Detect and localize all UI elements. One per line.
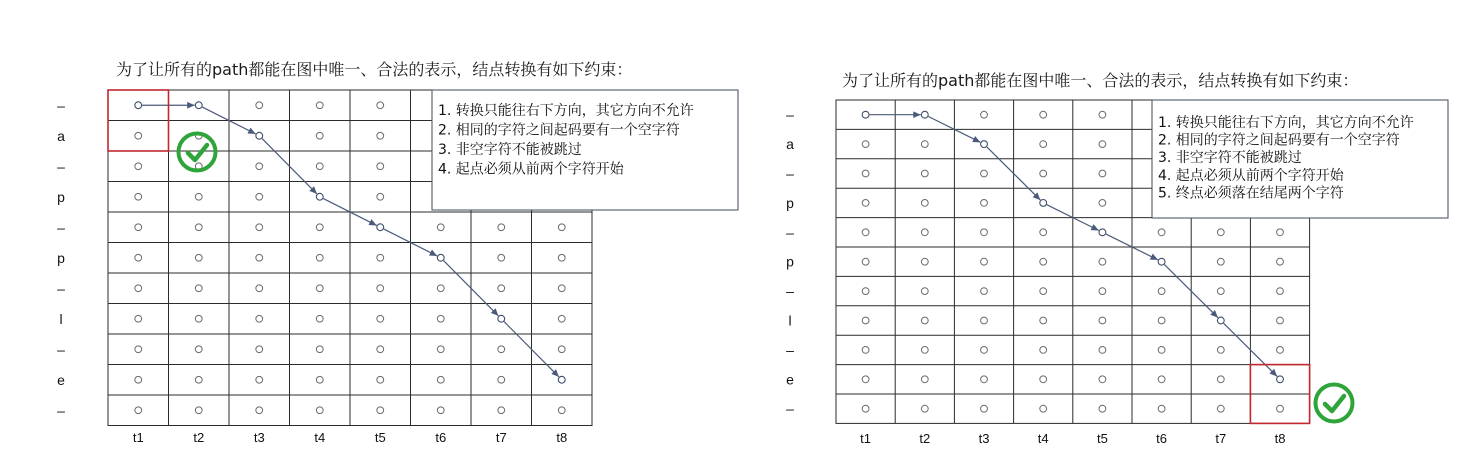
grid-node — [981, 200, 988, 207]
grid-node — [256, 285, 263, 292]
row-label: p — [57, 249, 65, 266]
row-label: – — [786, 341, 794, 358]
grid-node — [921, 141, 928, 148]
grid-node — [1158, 317, 1165, 324]
col-label: t7 — [1215, 431, 1227, 446]
path-node — [1158, 258, 1165, 265]
constraint-rule: 5. 终点必须落在结尾两个字符 — [1158, 185, 1344, 202]
grid-node — [1217, 376, 1224, 383]
grid-node — [1217, 405, 1224, 412]
check-mark — [188, 145, 207, 160]
constraint-rule: 2. 相同的字符之间起码要有一个空字符 — [438, 122, 680, 139]
row-label: e — [57, 371, 65, 388]
grid-node — [135, 285, 142, 292]
grid-node — [498, 376, 505, 383]
grid-node — [316, 285, 323, 292]
grid-node — [316, 376, 323, 383]
grid-node — [1217, 229, 1224, 236]
grid-node — [1040, 258, 1047, 265]
grid-node — [135, 346, 142, 353]
path-node — [377, 224, 384, 231]
col-label: t6 — [1156, 431, 1168, 446]
row-label: – — [786, 165, 794, 182]
grid-node — [498, 346, 505, 353]
row-label: a — [786, 136, 794, 153]
row-label: – — [57, 158, 65, 175]
row-label: – — [786, 283, 794, 300]
grid-node — [862, 200, 869, 207]
diagram-1 — [57, 60, 738, 445]
path-node — [256, 132, 263, 139]
path-node — [498, 315, 505, 322]
grid-node — [921, 200, 928, 207]
grid-node — [195, 315, 202, 322]
grid-node — [377, 163, 384, 170]
grid-node — [1040, 170, 1047, 177]
grid-node — [1099, 405, 1106, 412]
path-node — [316, 193, 323, 200]
grid-node — [1040, 141, 1047, 148]
path-node — [1217, 317, 1224, 324]
grid-node — [135, 193, 142, 200]
col-label: t3 — [978, 431, 990, 446]
grid-node — [1277, 317, 1284, 324]
grid-node — [437, 315, 444, 322]
grid-node — [558, 285, 565, 292]
grid-node — [981, 317, 988, 324]
grid-node — [1099, 258, 1106, 265]
col-label: t8 — [556, 430, 568, 445]
grid-node — [195, 254, 202, 261]
grid-node — [1099, 288, 1106, 295]
grid-node — [1099, 111, 1106, 118]
grid-node — [1099, 376, 1106, 383]
grid-node — [377, 254, 384, 261]
grid-node — [135, 163, 142, 170]
grid-node — [316, 102, 323, 109]
grid-node — [862, 405, 869, 412]
grid-node — [558, 224, 565, 231]
grid-node — [135, 224, 142, 231]
grid-node — [1040, 317, 1047, 324]
col-label: t6 — [435, 430, 447, 445]
row-label: – — [786, 106, 794, 123]
grid-node — [1277, 347, 1284, 354]
grid-node — [921, 317, 928, 324]
grid-node — [1040, 288, 1047, 295]
grid-node — [195, 407, 202, 414]
grid-node — [1099, 141, 1106, 148]
grid-node — [195, 224, 202, 231]
grid-node — [558, 315, 565, 322]
diagram-title: 为了让所有的path都能在图中唯一、合法的表示，结点转换有如下约束： — [842, 71, 1359, 90]
constraints-box — [1152, 100, 1448, 218]
grid-node — [316, 346, 323, 353]
grid-node — [1277, 258, 1284, 265]
row-label: l — [788, 312, 792, 329]
grid-node — [256, 193, 263, 200]
constraint-rule: 4. 起点必须从前两个字符开始 — [1158, 167, 1344, 184]
col-label: t4 — [314, 430, 326, 445]
path-node — [1277, 376, 1284, 383]
grid-node — [1099, 317, 1106, 324]
grid-node — [195, 346, 202, 353]
constraint-rule: 2. 相同的字符之间起码要有一个空字符 — [1158, 132, 1400, 149]
row-label: p — [57, 188, 65, 205]
path-node — [921, 111, 928, 118]
row-label: – — [57, 402, 65, 419]
grid-node — [316, 132, 323, 139]
row-label: e — [786, 371, 794, 388]
grid-node — [862, 141, 869, 148]
grid-node — [437, 407, 444, 414]
grid-node — [1040, 229, 1047, 236]
grid-node — [256, 102, 263, 109]
grid-node — [862, 347, 869, 354]
grid-node — [981, 347, 988, 354]
grid-node — [195, 285, 202, 292]
check-mark — [1325, 396, 1344, 411]
path-node — [558, 376, 565, 383]
grid-node — [135, 254, 142, 261]
row-label: – — [786, 400, 794, 417]
grid-node — [377, 132, 384, 139]
grid-node — [1158, 376, 1165, 383]
grid-node — [1158, 347, 1165, 354]
grid-node — [921, 347, 928, 354]
grid-node — [437, 346, 444, 353]
path-node — [981, 141, 988, 148]
grid-node — [862, 258, 869, 265]
grid-node — [256, 315, 263, 322]
col-label: t2 — [193, 430, 205, 445]
grid-node — [862, 229, 869, 236]
grid-node — [558, 407, 565, 414]
grid-node — [921, 288, 928, 295]
col-label: t1 — [132, 430, 144, 445]
grid-node — [981, 288, 988, 295]
grid-node — [981, 405, 988, 412]
col-label: t3 — [253, 430, 265, 445]
grid-node — [256, 254, 263, 261]
grid-node — [256, 376, 263, 383]
grid-node — [316, 163, 323, 170]
col-label: t7 — [495, 430, 507, 445]
grid-node — [498, 224, 505, 231]
grid-node — [862, 288, 869, 295]
grid-node — [921, 229, 928, 236]
grid-node — [256, 163, 263, 170]
row-label: – — [57, 341, 65, 358]
grid-node — [316, 407, 323, 414]
grid-node — [921, 376, 928, 383]
grid-node — [1277, 288, 1284, 295]
grid-node — [1040, 347, 1047, 354]
row-label: l — [59, 310, 63, 327]
grid-node — [316, 315, 323, 322]
check-circle-icon — [1316, 385, 1353, 422]
grid-node — [256, 346, 263, 353]
grid-node — [981, 229, 988, 236]
row-label: – — [786, 224, 794, 241]
row-label: p — [786, 253, 794, 270]
grid-node — [921, 405, 928, 412]
row-label: – — [57, 219, 65, 236]
grid-node — [437, 376, 444, 383]
grid-node — [981, 376, 988, 383]
grid-node — [437, 224, 444, 231]
grid-node — [135, 315, 142, 322]
grid-node — [1158, 229, 1165, 236]
path-node — [1040, 200, 1047, 207]
grid-node — [377, 315, 384, 322]
grid-node — [377, 102, 384, 109]
grid-node — [256, 407, 263, 414]
grid-node — [921, 170, 928, 177]
grid-node — [1217, 258, 1224, 265]
grid-node — [1217, 347, 1224, 354]
grid-node — [1217, 288, 1224, 295]
path-node — [437, 254, 444, 261]
grid-node — [437, 285, 444, 292]
diagram-2 — [786, 71, 1448, 446]
constraint-rule: 1. 转换只能往右下方向，其它方向不允许 — [438, 103, 694, 119]
constraint-rule: 4. 起点必须从前两个字符开始 — [438, 161, 624, 178]
grid-node — [862, 317, 869, 324]
grid-node — [195, 376, 202, 383]
diagram-title: 为了让所有的path都能在图中唯一、合法的表示，结点转换有如下约束： — [116, 60, 633, 79]
grid-node — [1277, 229, 1284, 236]
row-label: p — [786, 194, 794, 211]
grid-node — [862, 170, 869, 177]
grid-node — [1158, 288, 1165, 295]
grid-node — [558, 254, 565, 261]
grid-node — [316, 254, 323, 261]
path-node — [1099, 229, 1106, 236]
constraint-rule: 3. 非空字符不能被跳过 — [438, 142, 582, 158]
grid-node — [1158, 405, 1165, 412]
grid-node — [1277, 405, 1284, 412]
grid-node — [377, 376, 384, 383]
grid-node — [498, 407, 505, 414]
constraints-box — [432, 90, 738, 210]
constraint-rule: 3. 非空字符不能被跳过 — [1158, 150, 1302, 167]
grid-node — [1040, 405, 1047, 412]
col-label: t5 — [374, 430, 386, 445]
grid-node — [316, 224, 323, 231]
grid-node — [135, 376, 142, 383]
grid-node — [256, 224, 263, 231]
grid-node — [498, 254, 505, 261]
col-label: t2 — [919, 431, 931, 446]
constraint-rule: 1. 转换只能往右下方向，其它方向不允许 — [1158, 115, 1414, 131]
grid-node — [377, 407, 384, 414]
grid-node — [558, 346, 565, 353]
grid-node — [1040, 111, 1047, 118]
grid-node — [1099, 170, 1106, 177]
grid-node — [981, 111, 988, 118]
grid-node — [377, 193, 384, 200]
row-label: – — [57, 280, 65, 297]
col-label: t5 — [1096, 431, 1108, 446]
grid-node — [1099, 200, 1106, 207]
path-node — [135, 102, 142, 109]
path-node — [862, 111, 869, 118]
grid-node — [862, 376, 869, 383]
grid-node — [981, 258, 988, 265]
grid-node — [195, 193, 202, 200]
col-label: t8 — [1274, 431, 1286, 446]
grid-node — [1040, 376, 1047, 383]
row-label: a — [57, 127, 65, 144]
col-label: t1 — [860, 431, 872, 446]
path-node — [195, 102, 202, 109]
grid-node — [135, 132, 142, 139]
check-circle — [1316, 385, 1353, 422]
grid-node — [981, 170, 988, 177]
row-label: – — [57, 97, 65, 114]
grid-node — [1099, 347, 1106, 354]
grid-node — [498, 285, 505, 292]
grid-node — [377, 346, 384, 353]
grid-node — [921, 258, 928, 265]
grid-node — [135, 407, 142, 414]
col-label: t4 — [1037, 431, 1049, 446]
grid-node — [377, 285, 384, 292]
